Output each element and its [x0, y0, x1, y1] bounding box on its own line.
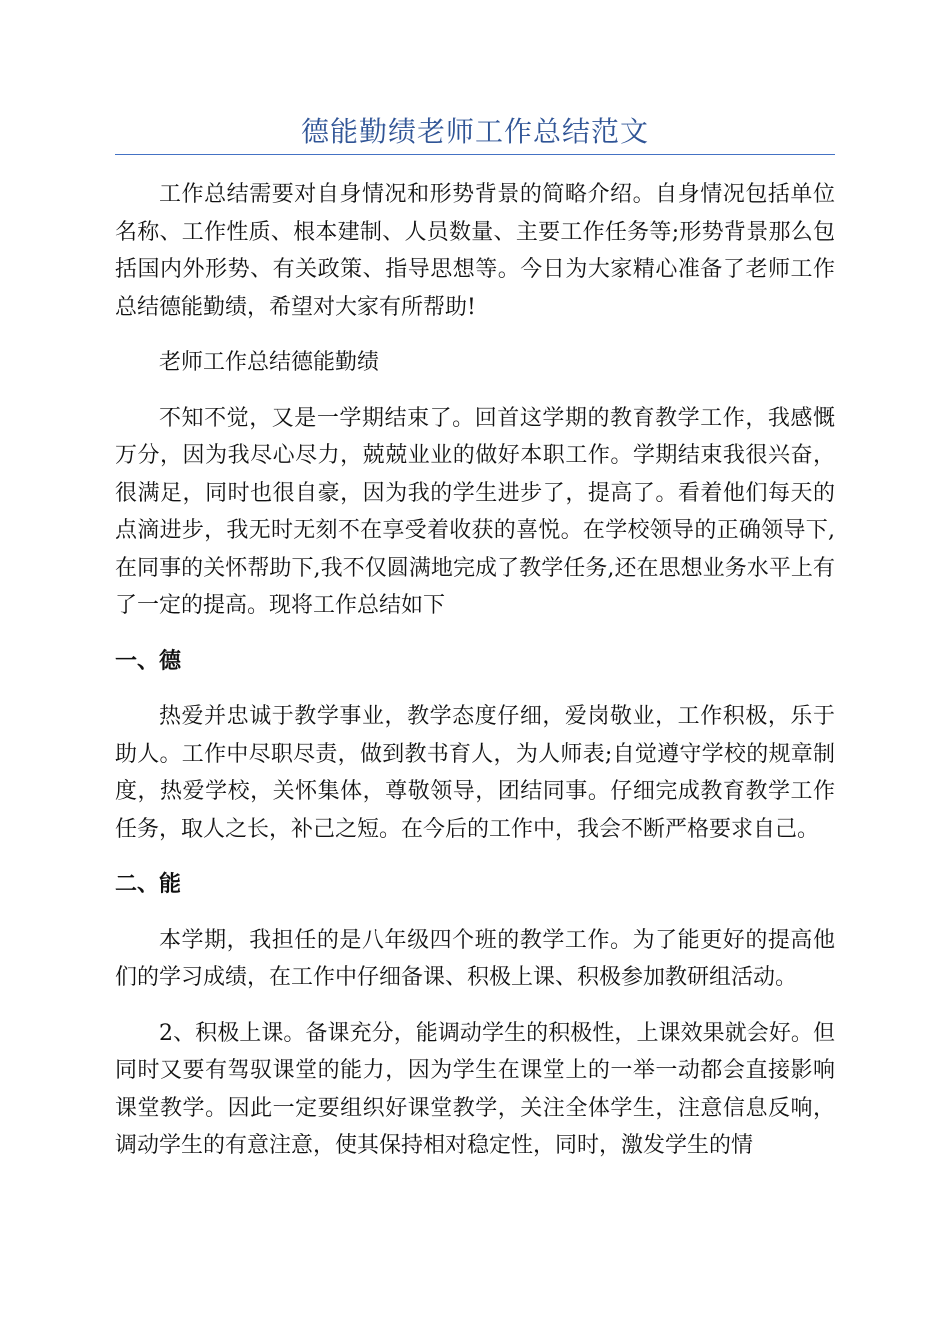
opening-paragraph: 不知不觉，又是一学期结束了。回首这学期的教育教学工作，我感慨万分，因为我尽心尽力，兢兢业业的做好本职工作。学期结束我很兴奋，很满足，同时也很自豪，因为我的学生进步了，提高了。看着他们每天的点滴进步，我无时无刻不在享受着收获的喜悦。在学校领导的正确领导下,在同事的关怀帮助下,我不仅圆满地完成了教学任务,还在思想业务水平上有了一定的提高。现将工作总结如下: [115, 405, 835, 618]
section-neng-paragraph-1: 本学期，我担任的是八年级四个班的教学工作。为了能更好的提高他们的学习成绩，在工作中仔细备课、积极上课、积极参加教研组活动。: [115, 927, 835, 990]
intro-paragraph: 工作总结需要对自身情况和形势背景的简略介绍。自身情况包括单位名称、工作性质、根本建制、人员数量、主要工作任务等;形势背景那么包括国内外形势、有关政策、指导思想等。今日为大家精心准备了老师工作总结德能勤绩，希望对大家有所帮助!: [115, 182, 835, 320]
section-de-paragraph: 热爱并忠诚于教学事业，教学态度仔细，爱岗敬业，工作积极，乐于助人。工作中尽职尽责，做到教书育人，为人师表;自觉遵守学校的规章制度，热爱学校，关怀集体，尊敬领导，团结同事。仔细完成教育教学工作任务，取人之长，补己之短。在今后的工作中，我会不断严格要求自己。: [115, 704, 835, 842]
document-title: 德能勤绩老师工作总结范文: [300, 115, 649, 148]
document-body: [115, 176, 835, 1183]
title-underline: [115, 154, 835, 155]
section-heading-neng: 二、能: [115, 872, 182, 897]
section-heading-de: 一、德: [115, 648, 182, 674]
subtitle-paragraph: 老师工作总结德能勤绩: [159, 350, 380, 375]
section-neng-paragraph-2: 2、积极上课。备课充分，能调动学生的积极性，上课效果就会好。但同时又要有驾驭课堂的能力，因为学生在课堂上的一举一动都会直接影响课堂教学。因此一定要组织好课堂教学，关注全体学生，注意信息反响，调动学生的有意注意，使其保持相对稳定性，同时，激发学生的情: [115, 1020, 835, 1158]
